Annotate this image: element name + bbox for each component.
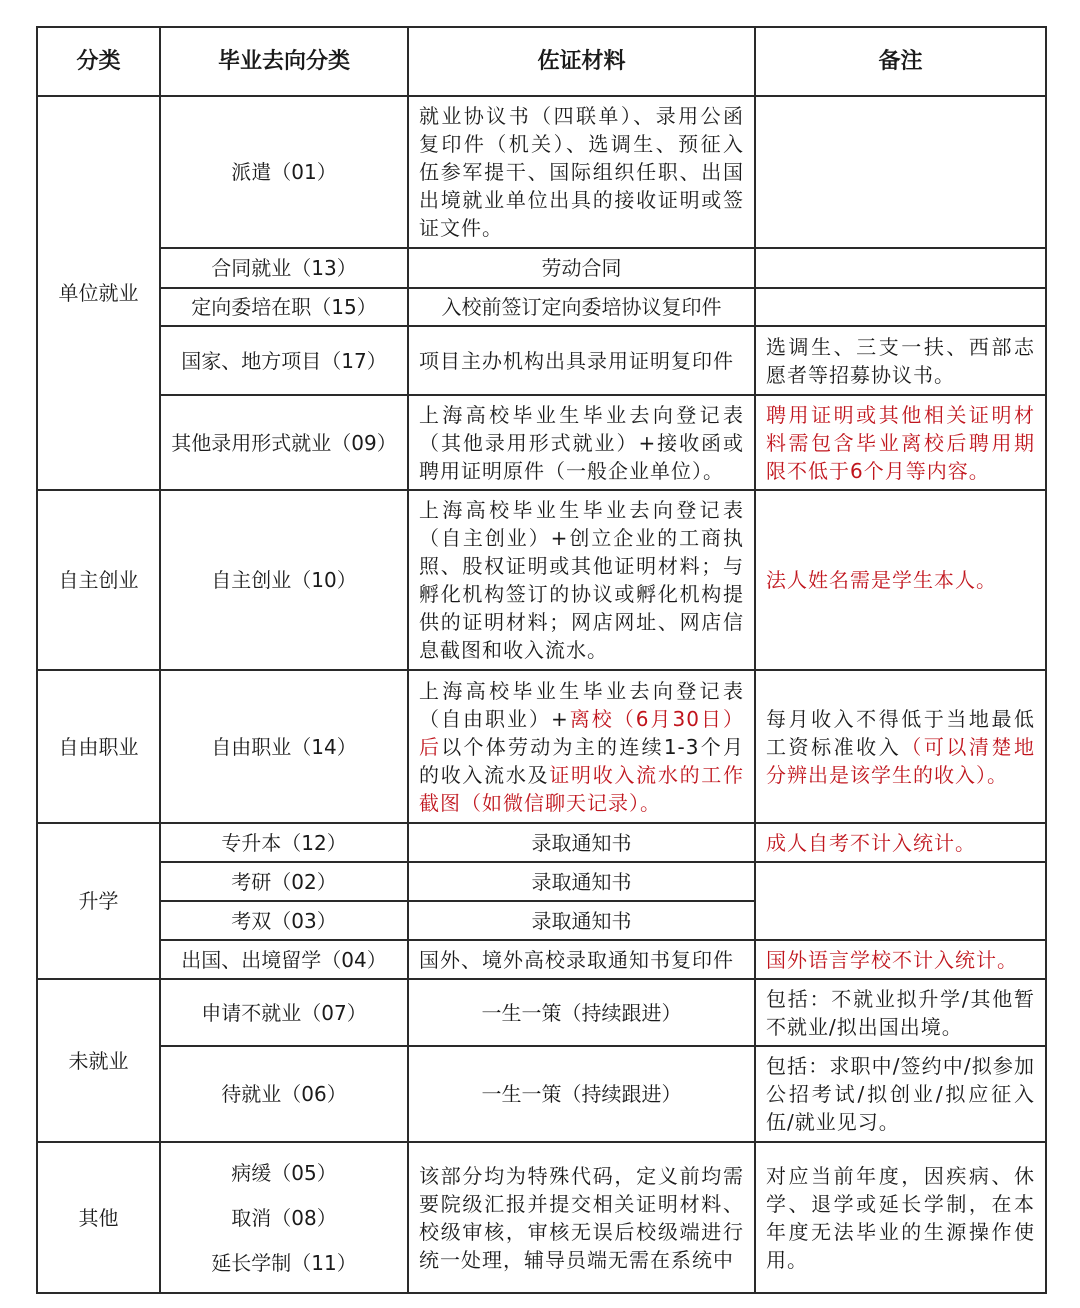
- type-dispatch: 派遣（01）: [160, 96, 408, 248]
- header-category: 分类: [37, 27, 160, 96]
- material-freelance-b: 离校（6月30日）后: [419, 706, 744, 759]
- material-abroad: 国外、境外高校录取通知书复印件: [408, 940, 755, 979]
- table-row: [37, 490, 1046, 670]
- type-freelance: 自由职业（14）: [160, 670, 408, 823]
- table-row: [37, 288, 1046, 326]
- note-special: 对应当前年度，因疾病、休学、退学或延长学制，在本年度无法毕业的生源操作使用。: [755, 1142, 1046, 1293]
- note-contract: [755, 248, 1046, 288]
- type-double: 考双（03）: [160, 901, 408, 940]
- header-row: [37, 27, 1046, 96]
- table-row: [37, 248, 1046, 288]
- group-unemployed: 未就业: [37, 979, 160, 1142]
- header-destination-type: 毕业去向分类: [160, 27, 408, 96]
- material-upgrade: 录取通知书: [408, 823, 755, 862]
- type-directed: 定向委培在职（15）: [160, 288, 408, 326]
- material-project: 项目主办机构出具录用证明复印件: [408, 326, 755, 395]
- material-freelance-c: 以个体劳动为主的连续1-3个月的收入流水及: [419, 734, 745, 787]
- material-directed: 入校前签订定向委培协议复印件: [408, 288, 755, 326]
- material-postgrad: 录取通知书: [408, 862, 755, 901]
- table-row: [37, 823, 1046, 862]
- note-startup: 法人姓名需是学生本人。: [755, 490, 1046, 670]
- type-cancel: 取消（08）: [231, 1205, 337, 1230]
- header-supporting-materials: 佐证材料: [408, 27, 755, 96]
- table-row: [37, 395, 1046, 490]
- material-startup: 上海高校毕业生毕业去向登记表（自主创业）+创立企业的工商执照、股权证明或其他证明材料；与孵化机构签订的协议或孵化机构提供的证明材料；网店网址、网店信息截图和收入流水。: [408, 490, 755, 670]
- group-freelance: 自由职业: [37, 670, 160, 823]
- type-abroad: 出国、出境留学（04）: [160, 940, 408, 979]
- material-contract: 劳动合同: [408, 248, 755, 288]
- type-upgrade: 专升本（12）: [160, 823, 408, 862]
- type-waiting: 待就业（06）: [160, 1046, 408, 1142]
- material-freelance-a: 上海高校毕业生毕业去向登记表（自由职业）+: [419, 678, 744, 731]
- table-row: [37, 326, 1046, 395]
- note-freelance: [755, 670, 1046, 823]
- group-other: 其他: [37, 1142, 160, 1293]
- group-further-study: 升学: [37, 823, 160, 979]
- material-freelance: [408, 670, 755, 823]
- type-startup: 自主创业（10）: [160, 490, 408, 670]
- type-postgrad: 考研（02）: [160, 862, 408, 901]
- type-special-cell: [160, 1142, 408, 1293]
- material-waiting: 一生一策（持续跟进）: [408, 1046, 755, 1142]
- note-project: 选调生、三支一扶、西部志愿者等招募协议书。: [755, 326, 1046, 395]
- table-row: [37, 862, 1046, 901]
- type-not-employed: 申请不就业（07）: [160, 979, 408, 1046]
- material-double: 录取通知书: [408, 901, 755, 940]
- table-row: [37, 940, 1046, 979]
- note-waiting: 包括：求职中/签约中/拟参加公招考试/拟创业/拟应征入伍/就业见习。: [755, 1046, 1046, 1142]
- note-not-employed: 包括：不就业拟升学/其他暂不就业/拟出国出境。: [755, 979, 1046, 1046]
- material-other-hire: 上海高校毕业生毕业去向登记表（其他录用形式就业）+接收函或聘用证明原件（一般企业单位）。: [408, 395, 755, 490]
- material-freelance-d: 证明收入流水的工作截图（如微信聊天记录）。: [419, 762, 745, 815]
- type-other-hire: 其他录用形式就业（09）: [160, 395, 408, 490]
- note-directed: [755, 288, 1046, 326]
- type-project: 国家、地方项目（17）: [160, 326, 408, 395]
- material-dispatch: 就业协议书（四联单）、录用公函复印件（机关）、选调生、预征入伍参军提干、国际组织任职、出国出境就业单位出具的接收证明或签证文件。: [408, 96, 755, 248]
- group-unit-employment: 单位就业: [37, 96, 160, 490]
- note-dispatch: [755, 96, 1046, 248]
- table-row: [37, 96, 1046, 248]
- note-other-hire: 聘用证明或其他相关证明材料需包含毕业离校后聘用期限不低于6个月等内容。: [755, 395, 1046, 490]
- type-extended: 延长学制（11）: [211, 1250, 357, 1275]
- table-row: [37, 1046, 1046, 1142]
- type-contract: 合同就业（13）: [160, 248, 408, 288]
- note-upgrade: 成人自考不计入统计。: [755, 823, 1046, 862]
- type-sick-delay: 病缓（05）: [231, 1160, 337, 1185]
- header-remarks: 备注: [755, 27, 1046, 96]
- table-row: [37, 1142, 1046, 1293]
- group-self-startup: 自主创业: [37, 490, 160, 670]
- employment-destination-table: [36, 26, 1047, 1294]
- note-abroad: 国外语言学校不计入统计。: [755, 940, 1046, 979]
- note-postgrad-double: [755, 862, 1046, 940]
- material-special: 该部分均为特殊代码，定义前均需要院级汇报并提交相关证明材料、校级审核，审核无误后校级端进行统一处理，辅导员端无需在系统中: [408, 1142, 755, 1293]
- table-row: [37, 670, 1046, 823]
- note-freelance-a: 每月收入不得低于当地最低工资标准收入: [766, 706, 1035, 759]
- table-row: [37, 979, 1046, 1046]
- material-not-employed: 一生一策（持续跟进）: [408, 979, 755, 1046]
- note-freelance-b: （可以清楚地分辨出是该学生的收入）。: [766, 734, 1036, 787]
